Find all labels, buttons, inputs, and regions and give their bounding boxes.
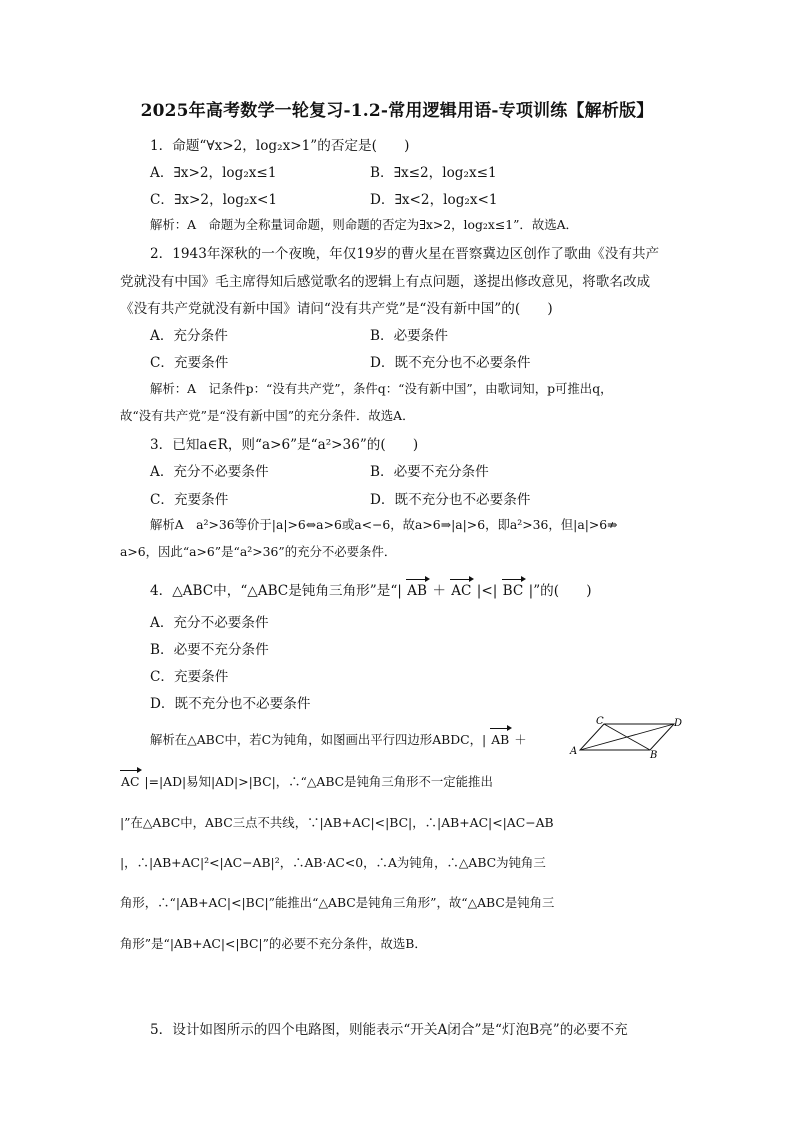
q3-solution-line2: a>6，因此“a>6”是“a²>36”的充分不必要条件． [120,544,397,559]
q2-option-c: C．充要条件 [150,355,229,371]
q2-option-d: D．既不充分也不必要条件 [370,355,531,371]
q2-solution-line2: 故“没有共产党”是“没有新中国”的充分条件．故选A． [120,408,415,423]
q2-stem-line2: 党就没有中国》毛主席得知后感觉歌名的逻辑上有点问题，遂提出修改意见，将歌名改成 [120,274,651,290]
q1-option-b: B．∃x≤2，log₂x≤1 [370,165,497,181]
q4-solution-line4: |，∴|AB+AC|²<|AC−AB|²，∴AB·AC<0，∴A为钝角，∴△ABC为钝角三 [120,855,546,870]
plus-sign: ＋ [514,732,527,747]
q4-stem-post: |”的( ) [528,583,592,599]
q4-option-c: C．充要条件 [150,669,229,685]
plus-sign: ＋ [432,583,446,599]
page-title: 2025年高考数学一轮复习-1.2-常用逻辑用语-专项训练【解析版】 [140,101,654,121]
diagonal-bc [604,724,650,750]
label-d: D [674,718,683,729]
q4-solution-line5: 角形，∴“|AB+AC|<|BC|”能推出“△ABC是钝角三角形”，故“△ABC是钝角三 [120,895,555,910]
vector-bc: BC [502,583,524,599]
q1-option-d: D．∃x<2，log₂x<1 [370,192,498,208]
q4-solution-line6: 角形”是“|AB+AC|<|BC|”的必要不充分条件，故选B． [120,936,427,951]
q1-solution: 解析：A 命题为全称量词命题，则命题的否定为∃x>2，log₂x≤1”．故选A． [150,217,578,232]
q4-stem-pre: 4．△ABC中，“△ABC是钝角三角形”是“| [150,583,402,599]
q2-option-b: B．必要条件 [370,328,448,344]
label-b: B [650,750,658,758]
q3-option-b: B．必要不充分条件 [370,464,489,480]
q4-stem [150,579,592,599]
q3-option-c: C．充要条件 [150,492,229,508]
q2-solution-line1: 解析：A 记条件p：“没有共产党”，条件q：“没有新中国”，由歌词知，p可推出q， [150,381,613,396]
q4-solution-line1 [150,730,527,748]
q2-option-a: A．充分条件 [150,328,228,344]
q3-option-a: A．充分不必要条件 [150,464,269,480]
q3-stem: 3．已知a∈R，则“a>6”是“a²>36”的( ) [150,437,419,453]
parallelogram-figure [566,716,684,758]
label-c: C [596,716,604,727]
q3-solution-line1: 解析A a²>36等价于|a|>6⇔a>6或a<−6，故a>6⇒|a|>6，即a²>36，但|a|>6⇏ [150,517,618,532]
q4-solution-text1: 解析在△ABC中，若C为钝角，如图画出平行四边形ABDC，| [150,732,487,747]
q4-solution-line3: |”在△ABC中，ABC三点不共线，∵|AB+AC|<|BC|，∴|AB+AC|<|AC−AB [120,815,554,830]
q1-option-c: C．∃x>2，log₂x<1 [150,192,278,208]
abs-less-than: |<| [476,583,498,599]
q1-option-a: A．∃x>2，log₂x≤1 [150,165,277,181]
q2-stem-line3: 《没有共产党就没有新中国》请问“没有共产党”是“没有新中国”的( ) [120,301,553,317]
vector-ac: AC [451,583,472,599]
q4-option-a: A．充分不必要条件 [150,615,269,631]
vector-ac: AC [121,774,140,789]
q4-option-b: B．必要不充分条件 [150,642,269,658]
q2-stem-line1: 2．1943年深秋的一个夜晚，年仅19岁的曹火星在晋察冀边区创作了歌曲《没有共产 [150,246,660,262]
vector-ab: AB [491,732,510,747]
label-a: A [570,746,578,757]
q5-stem-line1: 5．设计如图所示的四个电路图，则能表示“开关A闭合”是“灯泡B亮”的必要不充 [150,1022,628,1038]
q4-option-d: D．既不充分也不必要条件 [150,696,311,712]
q1-stem: 1．命题“∀x>2，log₂x>1”的否定是( ) [150,138,410,154]
vector-ab: AB [407,583,427,599]
q3-option-d: D．既不充分也不必要条件 [370,492,531,508]
q4-solution-line2 [120,772,493,790]
q4-solution-text2: |=|AD|易知|AD|>|BC|，∴“△ABC是钝角三角形不一定能推出 [144,774,493,789]
